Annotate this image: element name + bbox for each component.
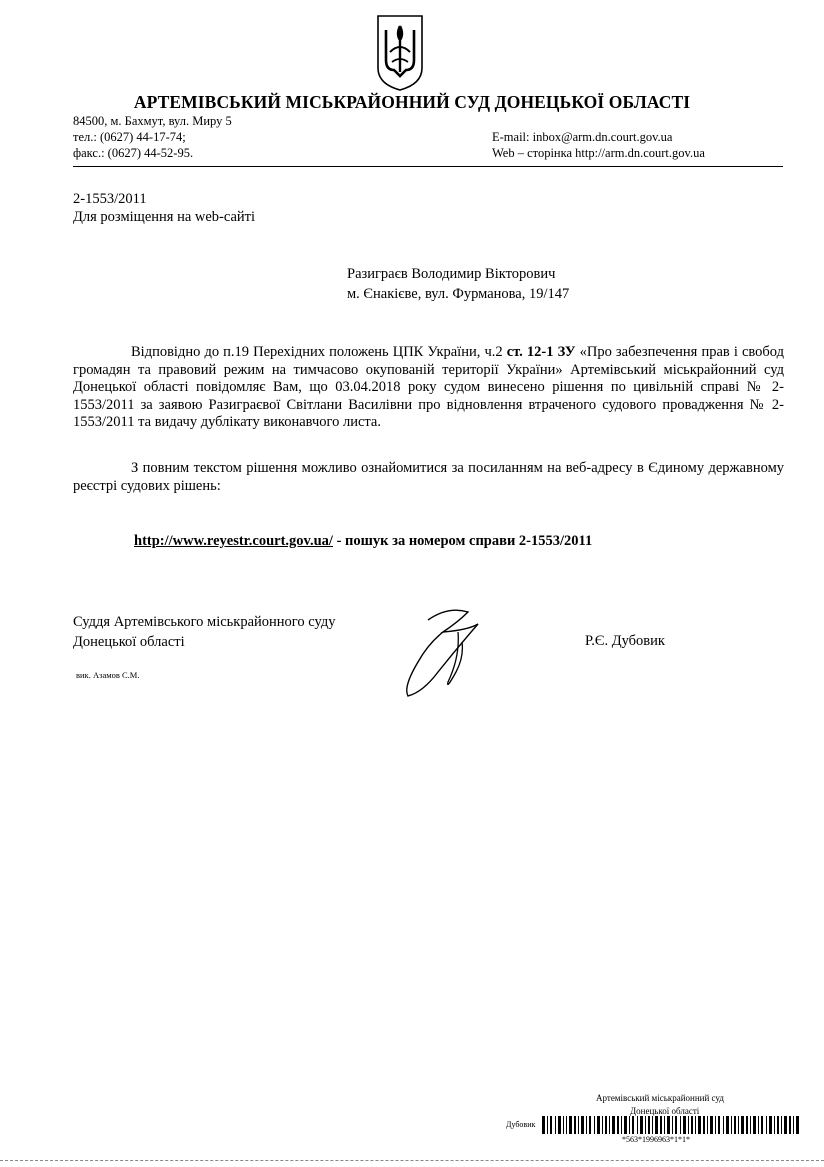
case-number: 2-1553/2011 [73, 191, 147, 207]
court-address: 84500, м. Бахмут, вул. Миру 5 [73, 114, 232, 128]
court-name: АРТЕМІВСЬКИЙ МІСЬКРАЙОННИЙ СУД ДОНЕЦЬКОЇ ОБЛАСТІ [133, 92, 691, 112]
handwritten-signature [398, 602, 490, 698]
page-bottom-edge [0, 1160, 824, 1161]
registry-link[interactable]: http://www.reyestr.court.gov.ua/ [134, 533, 333, 549]
court-contacts [73, 113, 433, 161]
stamp-region: Донецької області [630, 1106, 700, 1116]
notice-text-start: Відповідно до п.19 Перехідних положень ЦПК України, ч.2 [131, 344, 507, 360]
stamp-label: Дубовик [506, 1120, 536, 1129]
barcode-number: *563*1996963*1*1* [622, 1135, 690, 1144]
judge-title-line1: Суддя Артемівського міськрайонного суду [73, 614, 336, 630]
court-email: E-mail: inbox@arm.dn.court.gov.ua [492, 130, 673, 144]
registry-search-hint: - пошук за номером справи 2-1553/2011 [332, 533, 593, 549]
court-fax: факс.: (0627) 44-52-95. [73, 146, 194, 160]
court-website: Web – сторінка http://arm.dn.court.gov.ua [492, 146, 705, 160]
case-info [73, 191, 255, 226]
law-article: ст. 12-1 ЗУ [506, 344, 576, 360]
barcode-icon [542, 1116, 800, 1134]
header-divider [73, 166, 783, 167]
addressee-address: м. Єнакієве, вул. Фурманова, 19/147 [347, 286, 570, 302]
addressee [347, 264, 569, 304]
registry-paragraph: З повним текстом рішення можливо ознайомитися за посиланням на веб-адресу в Єдиному державному реєстрі судових рішень: [73, 460, 784, 494]
judge-title-line2: Донецької області [73, 634, 185, 650]
court-phone: тел.: (0627) 44-17-74; [73, 130, 186, 144]
executor-note: вик. Азамов С.М. [76, 670, 140, 680]
coat-of-arms-icon [372, 12, 428, 92]
judge-name: Р.Є. Дубовик [585, 633, 665, 649]
notice-paragraph [73, 344, 784, 432]
notice-text-rest: «Про забезпечення прав і свобод громадян та правовий режим на тимчасово окупованій території України» Артемівський міськрайонний суд Донецької області повідомляє Вам, що 03.04.2018 року судом винесено рішення по цивільній справі № 2-1553/2011 за заявою Разиграєвої Світлани Василівни про відновлення втраченого судового провадження № 2-1553/2011 та видачу дублікату виконавчого листа. [73, 344, 784, 430]
court-online-contacts [492, 129, 792, 161]
judge-title [73, 612, 335, 652]
stamp-court-name: Артемівський міськрайонний суд [596, 1093, 724, 1103]
publication-note: Для розміщення на web-сайті [73, 208, 256, 225]
registry-link-line [134, 533, 592, 550]
addressee-name: Разиграєв Володимир Вікторович [347, 266, 556, 282]
